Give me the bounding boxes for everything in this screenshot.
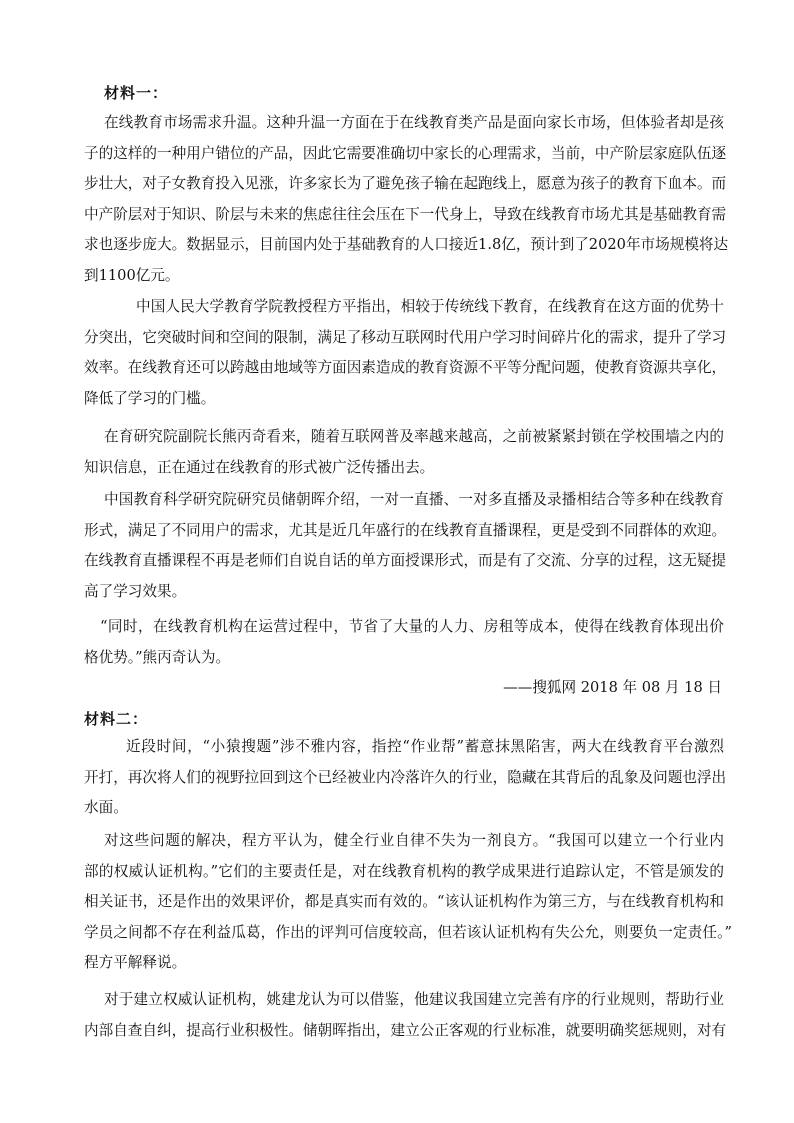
text-line: 水面。 bbox=[84, 799, 128, 816]
source-attribution: ——搜狐网 2018 年 08 月 18 日 bbox=[503, 679, 722, 696]
material-one-heading: 材料一： bbox=[104, 84, 169, 102]
text-line: 在育研究院副院长熊丙奇看来，随着互联网普及率越来越高，之前被紧紧封锁在学校围墙之内的 bbox=[104, 428, 724, 445]
text-line: 中产阶层对于知识、阶层与未来的焦虑往往会压在下一代身上，导致在线教育市场尤其是基础教育需 bbox=[84, 205, 727, 223]
text-line: 开打，再次将人们的视野拉回到这个已经被业内冷落许久的行业，隐藏在其背后的乱象及问题也浮出 bbox=[84, 768, 727, 786]
material-one-paragraph-1 bbox=[84, 108, 729, 291]
text-line: 求也逐步庞大。数据显示，目前国内处于基础教育的人口接近1.8亿，预计到了2020年市场规模将达 bbox=[84, 236, 729, 253]
text-line: 对于建立权威认证机构，姚建龙认为可以借鉴，他建议我国建立完善有序的行业规则，帮助行业 bbox=[104, 991, 724, 1008]
text-line: 近段时间，“小猿搜题”涉不雅内容，指控“作业帮”蓄意抹黑陷害，两大在线教育平台激烈 bbox=[126, 738, 724, 755]
text-line: 内部自查自纠，提高行业积极性。储朝晖指出，建立公正客观的行业标准，就要明确奖惩规则，对有 bbox=[84, 1021, 727, 1039]
material-one-paragraph-5 bbox=[84, 612, 724, 673]
text-line: 知识信息，正在通过在线教育的形式被广泛传播出去。 bbox=[84, 458, 435, 476]
text-line: 相关证书，还是作出的效果评价，都是真实而有效的。“该认证机构作为第三方，与在线教育机构和 bbox=[84, 893, 724, 910]
material-two-paragraph-1 bbox=[84, 732, 727, 824]
text-line: 在线教育市场需求升温。这种升温一方面在于在线教育类产品是面向家长市场，但体验者却是孩 bbox=[104, 114, 724, 131]
text-line: 程方平解释说。 bbox=[84, 954, 187, 971]
text-line: 形式，满足了不同用户的需求，尤其是近几年盛行的在线教育直播课程，更是受到不同群体的欢迎。 bbox=[84, 521, 727, 539]
text-line: 格优势。”熊丙奇认为。 bbox=[84, 648, 231, 666]
material-two-heading: 材料二： bbox=[84, 710, 149, 728]
text-line: 学员之间都不存在利益瓜葛，作出的评判可信度较高，但若该认证机构有失公允，则要负一定责任。” bbox=[84, 923, 732, 941]
text-line: 分突出，它突破时间和空间的限制，满足了移动互联网时代用户学习时间碎片化的需求，提升了学习 bbox=[84, 328, 727, 346]
text-line: 到1100亿元。 bbox=[84, 266, 180, 284]
text-line: 对这些问题的解决，程方平认为，健全行业自律不失为一剂良方。“我国可以建立一个行业内 bbox=[104, 832, 724, 849]
text-line: 部的权威认证机构。”它们的主要责任是，对在线教育机构的教学成果进行追踪认定，不管是颁发的 bbox=[84, 862, 724, 880]
material-one-paragraph-2 bbox=[84, 292, 727, 414]
text-line: 降低了学习的门槛。 bbox=[84, 389, 216, 407]
text-line: 效率。在线教育还可以跨越由地域等方面因素造成的教育资源不平等分配问题，使教育资源共享化， bbox=[84, 359, 727, 376]
material-two-paragraph-2 bbox=[84, 826, 732, 979]
text-line: 中国人民大学教育学院教授程方平指出，相较于传统线下教育，在线教育在这方面的优势十 bbox=[136, 298, 724, 315]
text-line: 子的这样的一种用户错位的产品，因此它需要准确切中家长的心理需求，当前，中产阶层家庭队伍逐 bbox=[84, 144, 727, 162]
text-line: 步壮大，对子女教育投入见涨，许多家长为了避免孩子输在起跑线上，愿意为孩子的教育下血本。而 bbox=[84, 175, 727, 192]
text-line: “同时，在线教育机构在运营过程中，节省了大量的人力、房租等成本，使得在线教育体现出价 bbox=[100, 618, 724, 635]
material-two-paragraph-3 bbox=[84, 985, 727, 1046]
text-line: 中国教育科学研究院研究员储朝晖介绍，一对一直播、一对多直播及录播相结合等多种在线教育 bbox=[104, 491, 724, 508]
text-line: 在线教育直播课程不再是老师们自说自话的单方面授课形式，而是有了交流、分享的过程，这无疑提 bbox=[84, 552, 727, 569]
text-line: 高了学习效果。 bbox=[84, 582, 187, 600]
material-one-paragraph-3 bbox=[84, 422, 724, 483]
material-one-paragraph-4 bbox=[84, 485, 727, 607]
